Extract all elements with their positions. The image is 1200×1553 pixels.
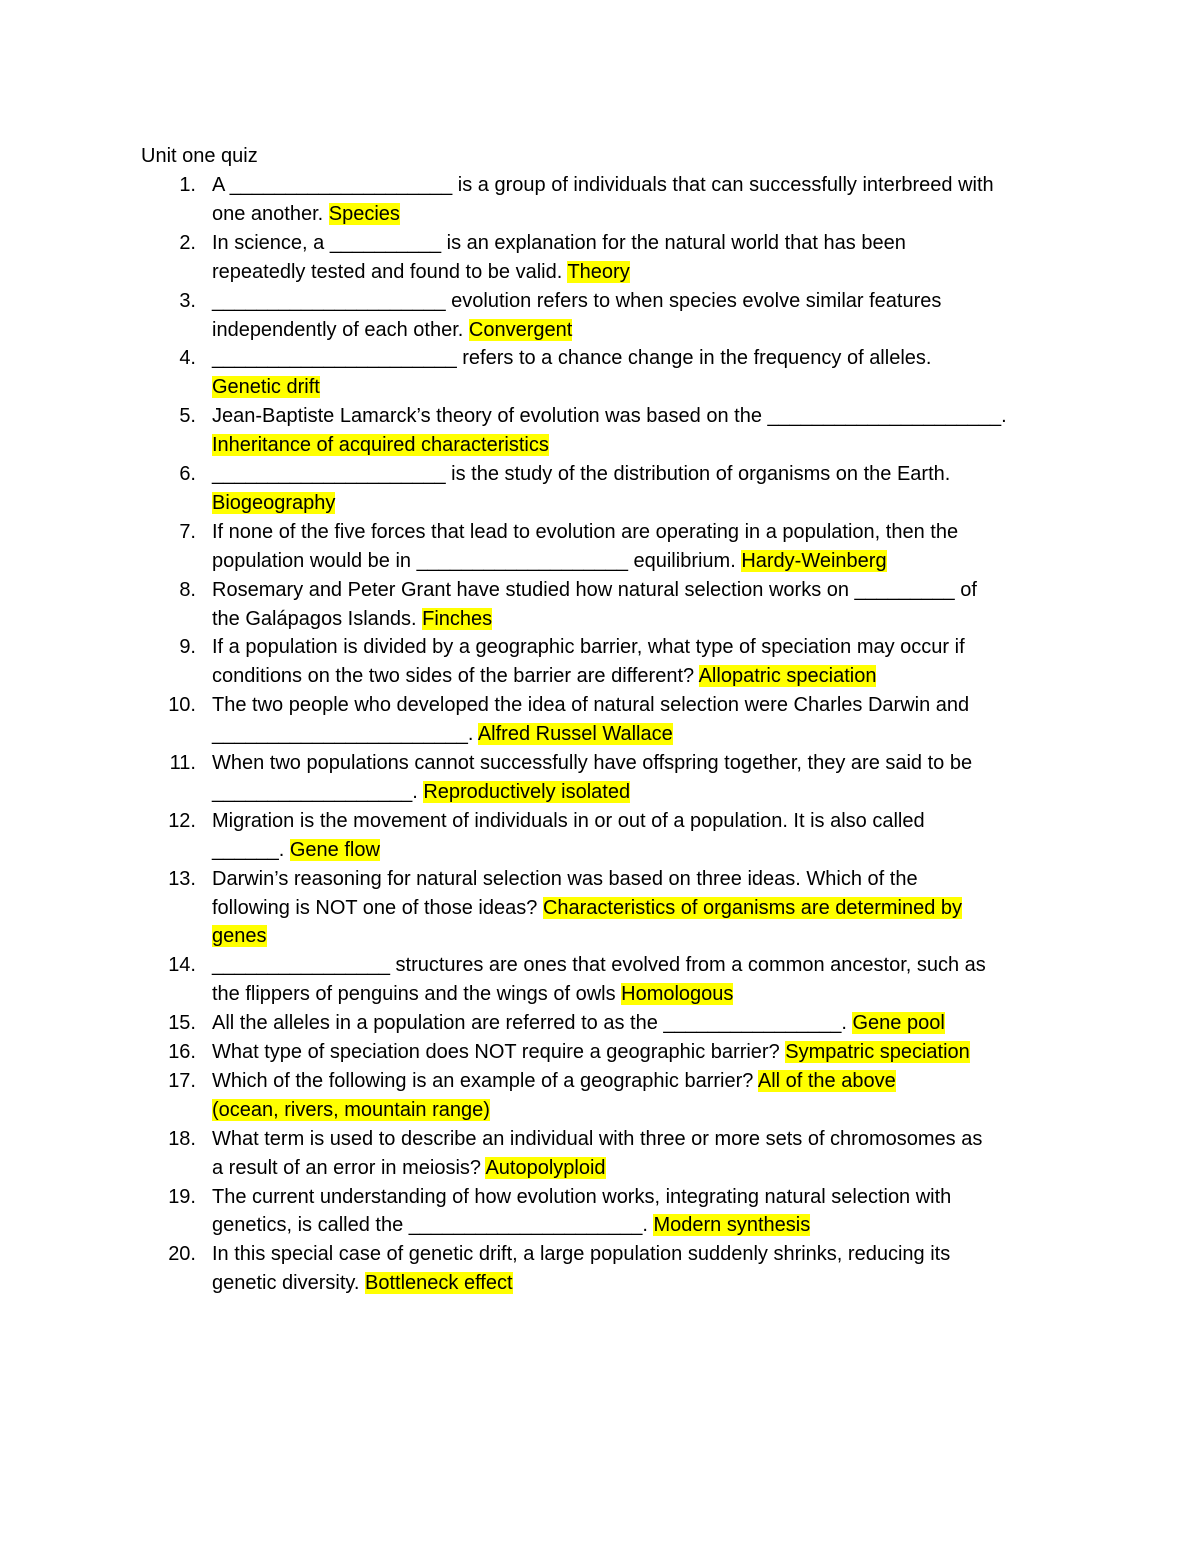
question-text: Jean-Baptiste Lamarck’s theory of evolution was based on the _____________________. [212,405,1007,428]
question-text: repeatedly tested and found to be valid. [212,260,568,283]
question-text: Which of the following is an example of a geographic barrier? [212,1069,758,1092]
question-number: 14. [168,954,196,977]
question-number: 2. [179,231,196,254]
question-line [212,836,380,865]
question-number: 8. [179,578,196,601]
question-line [212,287,941,316]
question-line [212,605,492,634]
answer-highlight: Species [328,202,400,225]
question-text: the flippers of penguins and the wings of owls [212,983,622,1006]
question-line [212,1154,606,1183]
question-line [212,951,986,980]
question-line [212,1269,513,1298]
answer-highlight: Gene pool [852,1012,945,1035]
quiz-title: Unit one quiz [141,145,258,167]
question-number: 16. [168,1041,196,1063]
question-line [212,691,969,720]
question-number: 1. [179,174,196,196]
question-text: _____________________ is the study of the distribution of organisms on the Earth. [212,463,951,485]
question-text: genetic diversity. [212,1272,366,1295]
question-text: ______________________ refers to a chance change in the frequency of alleles. [212,347,932,370]
question-text: ________________ structures are ones that evolved from a common ancestor, such as [212,954,986,977]
question-line [212,1096,490,1125]
question-text: What term is used to describe an individual with three or more sets of chromosomes as [212,1127,983,1150]
question-line [212,576,977,605]
question-line [212,922,267,951]
answer-highlight: Reproductively isolated [423,780,631,803]
question-number: 13. [168,867,196,890]
question-number: 6. [179,463,196,485]
question-number: 5. [179,405,196,428]
question-number: 17. [168,1069,196,1092]
question-line [212,1211,810,1240]
question-text: Rosemary and Peter Grant have studied how natural selection works on _________ of [212,578,977,601]
answer-highlight: Alfred Russel Wallace [477,723,673,746]
answer-highlight: Homologous [621,983,734,1006]
question-line [212,229,906,258]
answer-highlight: All of the above [757,1069,896,1092]
question-line [212,1183,951,1212]
question-text: the Galápagos Islands. [212,607,423,630]
answer-highlight: Autopolyploid [485,1156,606,1179]
question-line [212,171,994,200]
question-text: If none of the five forces that lead to evolution are operating in a population, then the [212,520,959,543]
question-text: population would be in ___________________ equilibrium. [212,549,742,572]
answer-highlight: Bottleneck effect [365,1272,513,1295]
question-text: In this special case of genetic drift, a large population suddenly shrinks, reducing its [212,1243,951,1266]
answer-highlight: Modern synthesis [653,1214,811,1237]
question-line [212,258,630,287]
answer-highlight: Sympatric speciation [785,1041,970,1063]
answer-highlight: Genetic drift [212,376,320,399]
question-text: genetics, is called the _____________________. [212,1214,654,1237]
question-line [212,749,972,778]
question-line [212,1125,982,1154]
question-line [212,807,925,836]
question-text: All the alleles in a population are referred to as the ________________. [212,1012,853,1035]
answer-highlight: Inheritance of acquired characteristics [212,434,549,457]
question-line [212,1038,970,1067]
question-line [212,980,733,1009]
question-line [212,662,876,691]
question-text: Darwin’s reasoning for natural selection was based on three ideas. Which of the [212,867,918,890]
question-number: 4. [179,347,196,370]
question-line [212,373,320,402]
question-number: 10. [168,694,196,717]
question-number: 9. [179,636,196,659]
question-text: _____________________ evolution refers to when species evolve similar features [212,289,942,312]
answer-highlight: (ocean, rivers, mountain range) [212,1098,490,1121]
question-line [212,633,965,662]
question-number: 20. [168,1243,196,1266]
question-line [212,518,958,547]
question-line [212,778,630,807]
question-number: 7. [179,520,196,543]
question-line [212,1009,945,1038]
question-number: 18. [168,1127,196,1150]
question-text: A ____________________ is a group of individuals that can successfully interbreed with [212,174,994,196]
question-line [212,720,673,749]
question-text: In science, a __________ is an explanation for the natural world that has been [212,231,906,254]
question-line [212,547,887,576]
question-line [212,489,335,518]
question-text: independently of each other. [212,318,469,341]
question-text: _______________________. [212,723,478,746]
question-text: When two populations cannot successfully have offspring together, they are said to be [212,752,973,774]
question-line [212,865,918,894]
answer-highlight: Characteristics of organisms are determined by [542,896,962,919]
answer-highlight: genes [212,925,267,948]
question-line [212,1067,896,1096]
question-number: 3. [179,289,196,312]
question-line [212,316,572,345]
question-text: If a population is divided by a geographic barrier, what type of speciation may occur if [212,636,965,659]
question-line [212,431,549,460]
question-number: 12. [168,809,196,832]
question-text: following is NOT one of those ideas? [212,896,543,919]
answer-highlight: Gene flow [289,838,380,861]
question-text: What type of speciation does NOT require a geographic barrier? [212,1041,786,1063]
question-text: Migration is the movement of individuals in or out of a population. It is also called [212,809,925,832]
answer-highlight: Convergent [468,318,573,341]
question-text: The two people who developed the idea of natural selection were Charles Darwin and [212,694,970,717]
question-number: 15. [168,1012,196,1035]
question-text: a result of an error in meiosis? [212,1156,486,1179]
question-text: The current understanding of how evolution works, integrating natural selection with [212,1185,952,1208]
question-line [212,894,962,923]
question-line [212,200,400,229]
question-line [212,402,1007,431]
question-line [212,344,931,373]
question-line [212,460,950,489]
question-number: 19. [168,1185,196,1208]
question-text: one another. [212,202,329,225]
answer-highlight: Hardy-Weinberg [741,549,887,572]
question-number: 11. [169,752,196,774]
question-line [212,1240,950,1269]
answer-highlight: Biogeography [212,491,336,514]
answer-highlight: Theory [567,260,630,283]
question-text: conditions on the two sides of the barrier are different? [212,665,699,688]
answer-highlight: Finches [422,607,493,630]
question-text: ______. [212,838,290,861]
question-text: __________________. [212,780,424,803]
answer-highlight: Allopatric speciation [698,665,877,688]
